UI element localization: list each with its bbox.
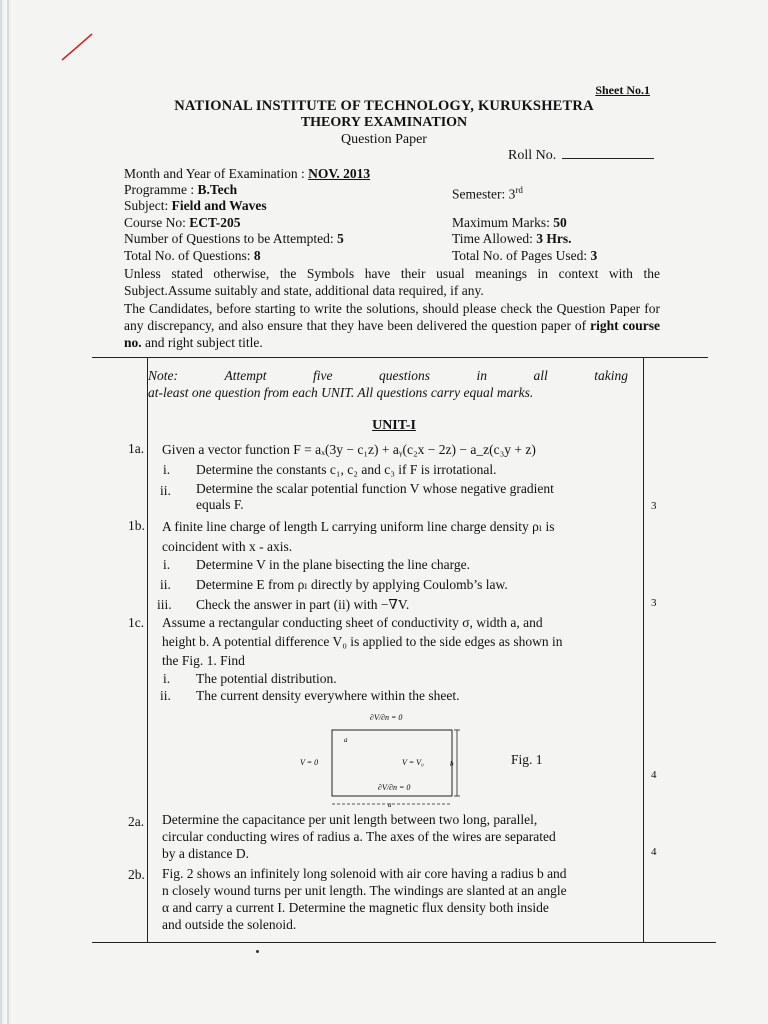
- scan-speck: [256, 950, 259, 953]
- time-allowed-value: 3 Hrs.: [536, 231, 572, 246]
- roll-number-field: [508, 148, 654, 164]
- programme: Programme : B.Tech: [124, 182, 238, 197]
- total-pages: Total No. of Pages Used: 3: [452, 248, 598, 263]
- exam-type: THEORY EXAMINATION: [300, 115, 468, 130]
- total-questions: Total No. of Questions: 8: [124, 248, 261, 263]
- programme-value: B.Tech: [197, 182, 238, 197]
- semester-value: 3: [508, 186, 516, 202]
- exam-month-year: Month and Year of Examination : NOV. 2013: [124, 166, 371, 181]
- question-1b-part-iii: Check the answer in part (ii) with −∇V.: [196, 597, 410, 612]
- roll-number-label: Roll No.: [508, 148, 557, 163]
- questions-to-attempt-value: 5: [336, 231, 344, 246]
- figure-1-bottom-condition: ∂V/∂n = 0: [378, 783, 411, 792]
- figure-1-left-condition: V = 0: [300, 758, 319, 767]
- question-1b-part-ii: Determine E from ρₗ directly by applying Coulomb’s law.: [196, 577, 508, 592]
- exam-month-year-value: NOV. 2013: [308, 166, 371, 181]
- question-1c-part-i: The potential distribution.: [196, 671, 337, 686]
- instruction-check-paper: The Candidates, before starting to write the solutions, should please check the Question Paper for any discrepancy, and also ensure that they have been delivered the question paper of right course no. and right subject title.: [124, 301, 661, 350]
- question-1c-text: Assume a rectangular conducting sheet of conductivity σ, width a, and height b. A potential difference V₀ is applied to the side edges as shown in the Fig. 1. Find: [162, 615, 563, 668]
- question-1a-part-i: Determine the constants c₁, c₂ and c₃ if F is irrotational.: [196, 462, 497, 477]
- total-pages-value: 3: [590, 248, 598, 263]
- question-1b-text: A finite line charge of length L carrying uniform line charge density ρₗ is coincident with x - axis.: [162, 519, 555, 554]
- question-1a-number: 1a.: [128, 441, 145, 456]
- question-2b-text: Fig. 2 shows an infinitely long solenoid with air core having a radius b and n closely wound turns per unit length. The windings are slanted at an angle α and carry a current I. Determine the magnetic flux density both inside and outside the solenoid.: [162, 866, 567, 932]
- instructions-note: Note: Attempt five questions in all taking at-least one question from each UNIT. All questions carry equal marks.: [148, 368, 628, 400]
- table-bottom-border: [92, 942, 716, 943]
- maximum-marks: Maximum Marks: 50: [452, 215, 567, 230]
- question-2b-number: 2b.: [128, 867, 145, 882]
- subject: Subject: Field and Waves: [124, 198, 267, 213]
- total-questions-value: 8: [253, 248, 261, 263]
- instruction-symbols: Unless stated otherwise, the Symbols have their usual meanings in context with the Subject.Assume suitably and state, additional data required, if any.: [124, 266, 660, 298]
- question-1c-number: 1c.: [128, 615, 145, 630]
- question-1c-marks: 4: [651, 769, 657, 781]
- sheet-number: Sheet No.1: [595, 83, 650, 97]
- question-2a-number: 2a.: [128, 814, 145, 829]
- maximum-marks-value: 50: [553, 215, 567, 230]
- institute-name: NATIONAL INSTITUTE OF TECHNOLOGY, KURUKSHETRA: [174, 98, 594, 114]
- figure-1-right-condition: V = V₀: [402, 758, 424, 767]
- question-1a-part-ii: Determine the scalar potential function V whose negative gradient equals F.: [196, 481, 554, 512]
- question-1b-marks: 3: [651, 597, 657, 609]
- course-number-value: ECT-205: [189, 215, 241, 230]
- scan-edge: [0, 0, 14, 1024]
- question-1b-number: 1b.: [128, 518, 145, 533]
- roll-number-blank: [562, 158, 654, 159]
- question-1c-part-ii: The current density everywhere within the sheet.: [196, 688, 460, 703]
- document-type: Question Paper: [341, 132, 427, 147]
- unit-title: UNIT-I: [372, 418, 416, 433]
- figure-1-top-condition: ∂V/∂n = 0: [370, 713, 403, 722]
- questions-to-attempt: Number of Questions to be Attempted: 5: [124, 231, 344, 246]
- subject-value: Field and Waves: [171, 198, 267, 213]
- table-top-border: [92, 357, 708, 358]
- figure-1-label: Fig. 1: [511, 752, 543, 767]
- question-2a-marks: 4: [651, 846, 657, 858]
- question-2a-text: Determine the capacitance per unit length between two long, parallel, circular conducting wires of radius a. The axes of the wires are separated by a distance D.: [162, 812, 556, 861]
- table-left-divider: [147, 357, 148, 943]
- figure-1-conducting-sheet: [300, 702, 480, 812]
- question-1a-marks: 3: [651, 500, 657, 512]
- question-1b-part-i: Determine V in the plane bisecting the line charge.: [196, 557, 471, 572]
- figure-1-label-a-top: a: [344, 736, 348, 744]
- course-number: Course No: ECT-205: [124, 215, 241, 230]
- table-right-divider: [643, 357, 644, 943]
- semester: Semester: 3rd: [452, 185, 523, 202]
- time-allowed: Time Allowed: 3 Hrs.: [452, 231, 572, 246]
- question-1a-text: Given a vector function F = aₓ(3y − c₁z) + aᵧ(c₂x − 2z) − a_z(c₃y + z): [162, 442, 536, 457]
- figure-1-label-b: b: [450, 760, 454, 768]
- red-pen-mark: [58, 30, 98, 64]
- figure-1-label-a-bottom: a: [388, 801, 392, 809]
